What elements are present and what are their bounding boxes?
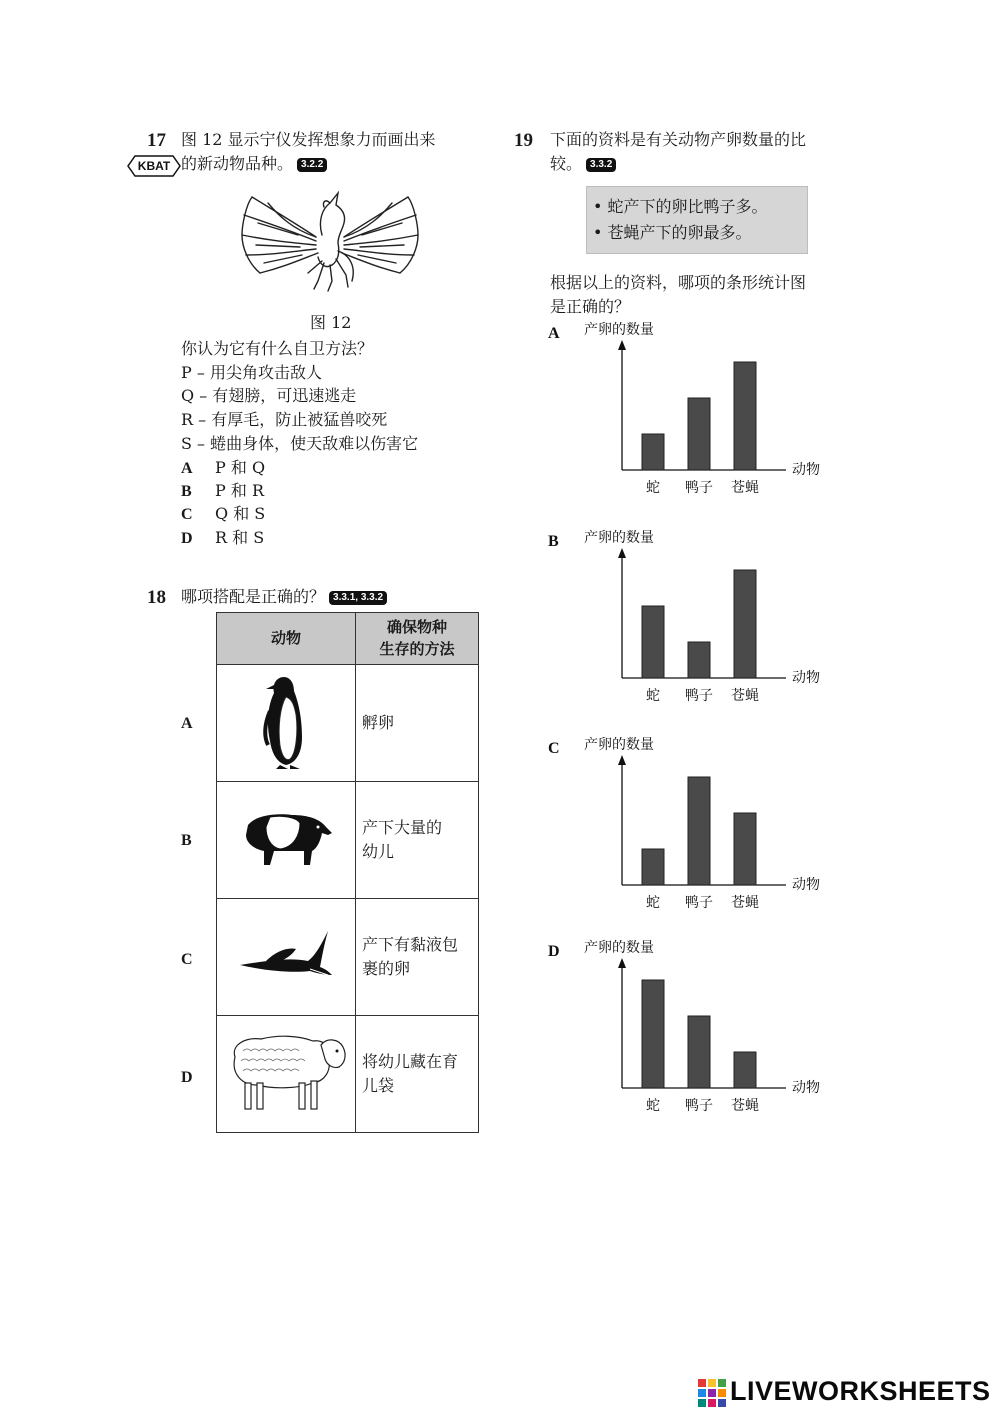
q19-text-line1: 下面的资料是有关动物产卵数量的比 [550, 130, 807, 149]
q17-option-d-letter: D [181, 530, 193, 547]
row-c-animal-cell [217, 899, 356, 1016]
q17-option-c-text: Q 和 S [215, 504, 266, 523]
q17-option-b-letter: B [181, 483, 192, 500]
chart-a-option-letter: A [548, 325, 560, 342]
chart-a-xlabel: 动物 [792, 462, 820, 478]
q17-code-badge: 3.2.2 [297, 158, 327, 172]
q17-statement-p: P – 用尖角攻击敌人 [181, 363, 322, 382]
row-a-animal-cell [217, 665, 356, 782]
q17-option-c-letter: C [181, 506, 193, 523]
q19-code-badge: 3.3.2 [586, 158, 616, 172]
table-header-method-line2: 生存的方法 [379, 640, 455, 658]
q18-code-badge: 3.3.1, 3.3.2 [329, 591, 387, 605]
chart-a-tick-label-1: 蛇 [646, 480, 660, 496]
chart-option-a[interactable] [546, 318, 836, 500]
chart-c-tick-label-2: 鸭子 [685, 895, 713, 911]
liveworksheets-logo-icon [697, 1378, 727, 1408]
row-d-animal-cell [217, 1016, 356, 1133]
q18-row-letter-c[interactable]: C [181, 951, 193, 968]
q17-text-line2: 的新动物品种。 [181, 154, 294, 173]
q17-option-b[interactable] [181, 480, 264, 503]
sheep-icon [221, 1027, 351, 1117]
q17-option-a[interactable] [181, 457, 265, 480]
winged-unicorn-icon [238, 185, 422, 295]
penguin-icon [256, 671, 316, 771]
row-d-method-cell [356, 1016, 479, 1133]
chart-b-bar-2 [688, 642, 710, 678]
chart-a-bar-3 [734, 362, 756, 470]
chart-a-y-arrow-icon [618, 340, 626, 350]
figure-12-caption: 图 12 [310, 313, 352, 332]
chart-c-bar-1 [642, 849, 664, 885]
chart-d-tick-label-3: 苍蝇 [731, 1098, 759, 1114]
chart-option-d[interactable] [546, 936, 836, 1118]
table-row[interactable] [217, 665, 479, 782]
q17-statement-q: Q – 有翅膀，可迅速逃走 [181, 386, 357, 405]
chart-b-bar-1 [642, 606, 664, 678]
q17-option-c[interactable] [181, 503, 265, 526]
chart-b-y-arrow-icon [618, 548, 626, 558]
row-a-method-text: 孵卵 [362, 713, 395, 732]
swallow-icon [236, 925, 336, 985]
chart-a-tick-label-3: 苍蝇 [731, 480, 759, 496]
row-b-animal-cell [217, 782, 356, 899]
chart-d-svg [546, 936, 836, 1118]
chart-a-ylabel: 产卵的数量 [584, 322, 654, 338]
q17-text-line1: 图 12 显示宁仪发挥想象力而画出来 [181, 130, 436, 149]
chart-option-c[interactable] [546, 733, 836, 915]
chart-option-b[interactable] [546, 526, 836, 708]
chart-b-option-letter: B [548, 533, 559, 550]
row-c-method-text-line1: 产下有黏液包 [362, 935, 459, 954]
chart-c-bar-2 [688, 777, 710, 885]
q19-fact-1: • 蛇产下的卵比鸭子多。 [593, 197, 768, 216]
chart-c-y-arrow-icon [618, 755, 626, 765]
table-row[interactable] [217, 899, 479, 1016]
q18-question: 哪项搭配是正确的？ [181, 587, 326, 606]
q17-option-d[interactable] [181, 527, 264, 550]
chart-d-bar-1 [642, 980, 664, 1088]
tapir-icon [236, 803, 336, 873]
chart-b-tick-label-2: 鸭子 [685, 688, 713, 704]
kbat-label: KBAT [137, 159, 171, 173]
row-d-method-text-line1: 将幼儿藏在育 [362, 1052, 459, 1071]
chart-d-xlabel: 动物 [792, 1080, 820, 1096]
chart-a-bar-1 [642, 434, 664, 470]
chart-a-svg [546, 318, 836, 500]
chart-b-svg [546, 526, 836, 708]
q17-question: 你认为它有什么自卫方法？ [181, 339, 374, 358]
chart-b-ylabel: 产卵的数量 [584, 530, 654, 546]
chart-d-bar-3 [734, 1052, 756, 1088]
chart-d-tick-label-1: 蛇 [646, 1098, 660, 1114]
q19-text-line2: 较。 [550, 154, 583, 173]
liveworksheets-watermark: LIVEWORKSHEETS [730, 1376, 991, 1406]
row-c-method-cell [356, 899, 479, 1016]
q18-matching-table [216, 612, 479, 1133]
q19-fact-2: • 苍蝇产下的卵最多。 [593, 223, 752, 242]
chart-c-xlabel: 动物 [792, 877, 820, 893]
chart-a-bar-2 [688, 398, 710, 470]
chart-c-tick-label-3: 苍蝇 [731, 895, 759, 911]
table-row[interactable] [217, 782, 479, 899]
q19-number: 19 [514, 130, 533, 151]
row-b-method-text-line1: 产下大量的 [362, 818, 443, 837]
table-header-method [356, 613, 479, 665]
q18-row-letter-d[interactable]: D [181, 1069, 193, 1086]
q17-option-b-text: P 和 R [215, 481, 264, 500]
chart-b-bar-3 [734, 570, 756, 678]
q17-statement-s: S – 蜷曲身体，使天敌难以伤害它 [181, 434, 419, 453]
q17-option-d-text: R 和 S [215, 528, 265, 547]
q18-number: 18 [147, 587, 166, 608]
q18-row-letter-a[interactable]: A [181, 715, 193, 732]
q17-number: 17 [147, 130, 166, 151]
q18-row-letter-b[interactable]: B [181, 832, 192, 849]
row-d-method-text-line2: 儿袋 [362, 1076, 395, 1095]
chart-b-tick-label-1: 蛇 [646, 688, 660, 704]
chart-c-bar-3 [734, 813, 756, 885]
table-header-animal: 动物 [217, 613, 356, 665]
row-b-method-text-line2: 幼儿 [362, 842, 395, 861]
chart-b-tick-label-3: 苍蝇 [731, 688, 759, 704]
row-c-method-text-line2: 裹的卵 [362, 959, 411, 978]
chart-d-ylabel: 产卵的数量 [584, 940, 654, 956]
chart-d-tick-label-2: 鸭子 [685, 1098, 713, 1114]
chart-c-option-letter: C [548, 740, 560, 757]
chart-a-tick-label-2: 鸭子 [685, 480, 713, 496]
q17-option-a-letter: A [181, 460, 193, 477]
q19-prompt-line1: 根据以上的资料，哪项的条形统计图 [550, 273, 807, 292]
q17-option-a-text: P 和 Q [215, 458, 266, 477]
table-row[interactable] [217, 1016, 479, 1133]
chart-c-ylabel: 产卵的数量 [584, 737, 654, 753]
q17-statement-r: R – 有厚毛，防止被猛兽咬死 [181, 410, 388, 429]
chart-d-bar-2 [688, 1016, 710, 1088]
chart-d-y-arrow-icon [618, 958, 626, 968]
chart-d-option-letter: D [548, 943, 560, 960]
chart-c-tick-label-1: 蛇 [646, 895, 660, 911]
row-b-method-cell [356, 782, 479, 899]
q19-info-box [586, 186, 808, 254]
kbat-tag [127, 155, 181, 177]
q19-prompt-line2: 是正确的？ [550, 297, 631, 316]
row-a-method-cell [356, 665, 479, 782]
chart-c-svg [546, 733, 836, 915]
chart-b-xlabel: 动物 [792, 670, 820, 686]
table-header-method-line1: 确保物种 [386, 618, 447, 636]
